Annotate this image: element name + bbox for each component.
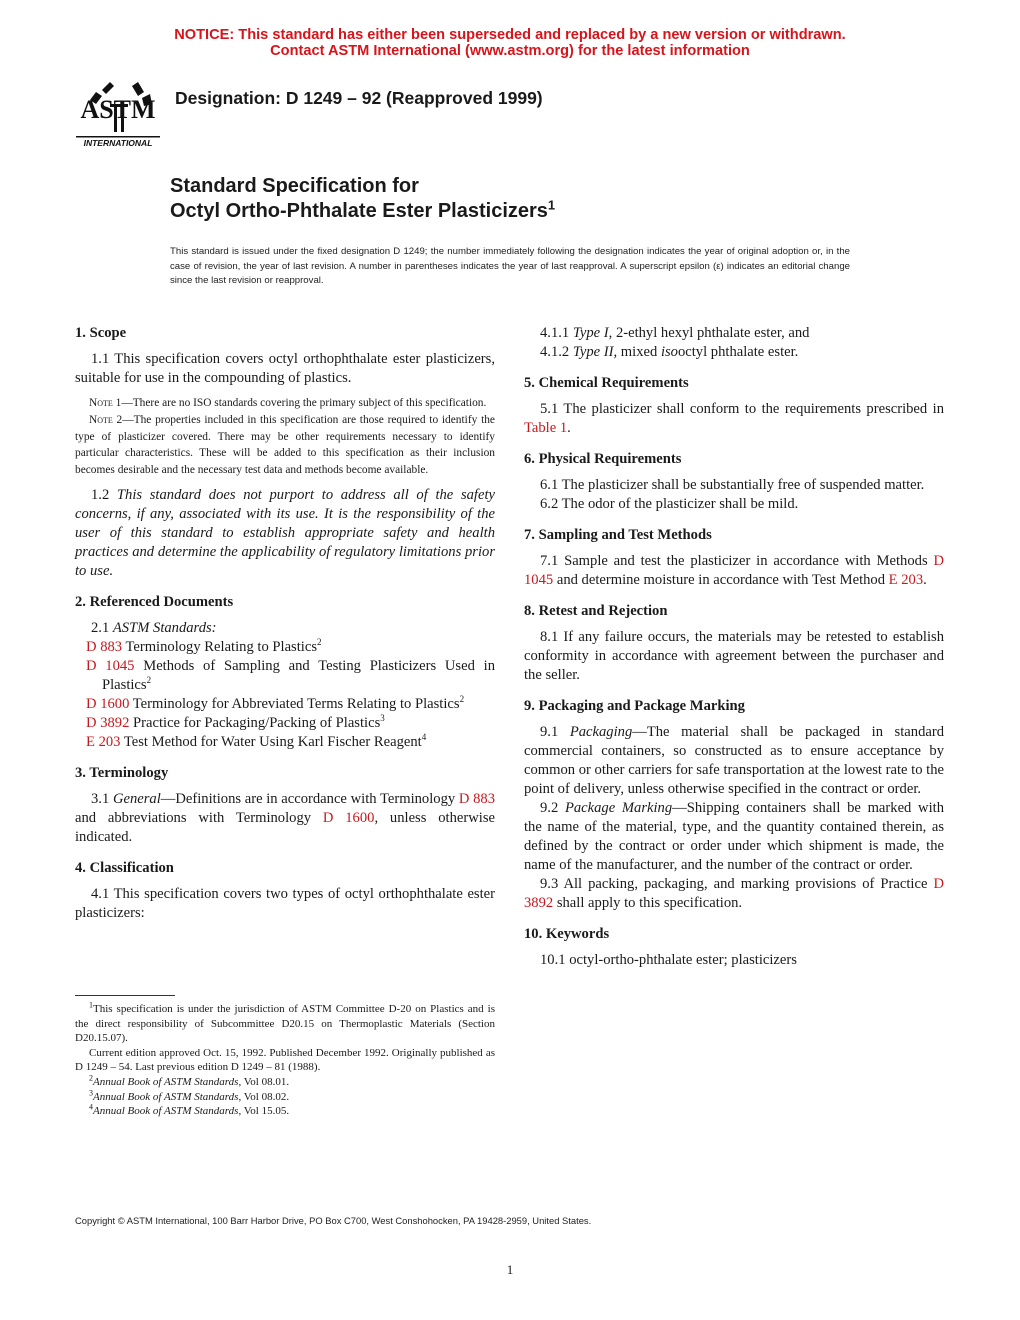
reference-link-e203[interactable]: E 203 xyxy=(86,733,121,750)
note-1 xyxy=(75,395,495,412)
footnote-1-mark: 1 xyxy=(89,1000,93,1010)
classification-4-1-1-text: , 2-ethyl hexyl phthalate ester, and xyxy=(608,325,810,341)
astm-logo xyxy=(72,78,164,150)
reference-text: Methods of Sampling and Testing Plasticizers Used in Plastics xyxy=(102,657,495,693)
copyright: Copyright © ASTM International, 100 Barr Harbor Drive, PO Box C700, West Conshohocken, PA 19428-2959, United States. xyxy=(75,1215,592,1226)
reference-footnote-ref[interactable]: 4 xyxy=(421,732,427,743)
sampling-link-d1045[interactable]: D 1045 xyxy=(524,553,944,588)
classification-4-1-1 xyxy=(524,324,944,343)
referenced-2-1-label: ASTM Standards: xyxy=(112,619,217,636)
reference-footnote-ref[interactable]: 2 xyxy=(317,637,322,648)
note-1-text: 1—There are no ISO standards covering the primary subject of this specification. xyxy=(112,397,487,409)
reference-text: Test Method for Water Using Karl Fischer Reagent xyxy=(120,733,422,750)
keywords-10-1: 10.1 octyl-ortho-phthalate ester; plasticizers xyxy=(540,952,797,968)
reference-link-d1045[interactable]: D 1045 xyxy=(86,657,135,674)
chemical-5-1 xyxy=(524,400,944,438)
logo-label: INTERNATIONAL xyxy=(83,138,153,148)
note-2-label: Note xyxy=(89,413,113,426)
title-line-2 xyxy=(170,199,555,224)
packaging-9-2-label: Package Marking xyxy=(564,800,673,816)
footnote-4-book: Annual Book of ASTM Standards xyxy=(93,1105,239,1118)
classification-4-1: 4.1 This specification covers two types of octyl orthophthalate ester plasticizers: xyxy=(75,885,495,921)
packaging-link-d3892[interactable]: D 3892 xyxy=(524,876,944,911)
note-2-text: 2—The properties included in this specification are those required to identify the type of plasticizer covered. There may be other requirements necessary to identify particular characteristics. These will be added to this specification as their inclusion becomes desirable and the necessary test data and methods become available. xyxy=(75,413,495,477)
section-heading-classification: 4. Classification xyxy=(75,859,174,876)
section-heading-scope: 1. Scope xyxy=(75,325,127,341)
packaging-9-3-text-1: 9.3 All packing, packaging, and marking provisions of Practice xyxy=(540,876,934,892)
chemical-text-2: . xyxy=(567,420,571,436)
terminology-link-d1600[interactable]: D 1600 xyxy=(322,809,375,826)
issuance-statement: This standard is issued under the fixed designation D 1249; the number immediately following the designation indicates the year of original adoption or, in the case of revision, the year of last revision. A number in parentheses indicates the year of last reapproval. A superscript epsilon (ε) indicates an editorial change since the last revision or reapproval. xyxy=(170,246,850,287)
reference-footnote-ref[interactable]: 2 xyxy=(146,675,152,686)
section-heading-retest: 8. Retest and Rejection xyxy=(524,603,668,619)
section-heading-sampling: 7. Sampling and Test Methods xyxy=(524,527,712,543)
footnotes xyxy=(75,995,495,1119)
footnote-divider xyxy=(75,995,175,996)
terminology-text-2: and abbreviations with Terminology xyxy=(75,809,323,826)
section-heading-packaging: 9. Packaging and Package Marking xyxy=(524,698,745,714)
section-heading-physical: 6. Physical Requirements xyxy=(524,451,682,467)
page-title xyxy=(170,174,555,224)
footnote-1 xyxy=(75,1002,495,1046)
physical-6-1: 6.1 The plasticizer shall be substantially free of suspended matter. xyxy=(540,477,925,493)
sampling-text-2: and determine moisture in accordance with Test Method xyxy=(553,572,889,588)
reference-link-d883[interactable]: D 883 xyxy=(86,638,123,655)
footnote-2-text: , Vol 08.01. xyxy=(238,1075,290,1088)
footnote-3 xyxy=(75,1087,495,1105)
section-heading-keywords: 10. Keywords xyxy=(524,926,610,942)
section-heading-chemical: 5. Chemical Requirements xyxy=(524,375,689,391)
title-line-1: Standard Specification for xyxy=(170,175,419,197)
sampling-text-1: 7.1 Sample and test the plasticizer in accordance with Methods xyxy=(540,553,934,569)
classification-4-1-2-iso: iso xyxy=(660,344,678,360)
classification-4-1-1-type: Type I xyxy=(572,325,609,341)
sampling-7-1 xyxy=(524,552,944,590)
scope-1-2-num: 1.2 xyxy=(91,486,117,503)
classification-4-1-2-num: 4.1.2 xyxy=(540,344,573,360)
reference-item xyxy=(75,714,495,733)
left-column xyxy=(75,324,495,923)
reference-item xyxy=(75,733,495,752)
retest-8-1: 8.1 If any failure occurs, the materials may be retested to establish conformity in accordance with agreement between the purchaser and the seller. xyxy=(524,629,944,683)
reference-text: Terminology for Abbreviated Terms Relating to Plastics xyxy=(129,695,460,712)
section-heading-terminology: 3. Terminology xyxy=(75,764,169,781)
packaging-9-1-num: 9.1 xyxy=(540,724,570,740)
terminology-text-1: —Definitions are in accordance with Terminology xyxy=(160,790,459,807)
footnote-2-mark: 2 xyxy=(89,1073,93,1083)
reference-footnote-ref[interactable]: 3 xyxy=(380,713,385,724)
footnote-4-mark: 4 xyxy=(89,1102,93,1112)
packaging-9-1-text: —The material shall be packaged in standard commercial containers, so constructed as to ensure acceptance by common or other carriers for safe transportation at the lowest rate to the point of delivery, unless otherwise specified in the contract or order. xyxy=(524,724,944,797)
scope-1-2 xyxy=(75,486,495,581)
reference-text: Terminology Relating to Plastics xyxy=(122,638,317,655)
footnote-4 xyxy=(75,1104,495,1119)
classification-4-1-2-text: octyl phthalate ester. xyxy=(677,344,799,360)
classification-4-1-2 xyxy=(524,343,944,362)
right-column xyxy=(524,324,944,970)
title-footnote-ref[interactable]: 1 xyxy=(547,197,556,213)
footnote-2-book: Annual Book of ASTM Standards xyxy=(93,1075,239,1088)
scope-1-2-text: This standard does not purport to address all of the safety concerns, if any, associated with its use. It is the responsibility of the user of this standard to establish appropriate safety and health practices and determine the applicability of regulatory limitations prior to use. xyxy=(75,486,495,579)
note-2 xyxy=(75,412,495,479)
reference-text: Practice for Packaging/Packing of Plastics xyxy=(129,714,381,731)
chemical-link-table-1[interactable]: Table 1 xyxy=(524,420,568,436)
packaging-9-2 xyxy=(524,799,944,875)
reference-item xyxy=(75,638,495,657)
chemical-text-1: 5.1 The plasticizer shall conform to the requirements prescribed in xyxy=(540,401,944,417)
packaging-9-1 xyxy=(524,723,944,799)
footnote-3-text: , Vol 08.02. xyxy=(238,1090,290,1103)
notice-line-1: NOTICE: This standard has either been superseded and replaced by a new version or withdrawn. xyxy=(174,27,846,43)
packaging-9-2-num: 9.2 xyxy=(540,800,565,816)
terminology-text-3: , unless otherwise indicated. xyxy=(75,809,495,845)
section-heading-referenced-documents: 2. Referenced Documents xyxy=(75,593,234,610)
terminology-link-d883[interactable]: D 883 xyxy=(458,790,496,807)
page-number: 1 xyxy=(506,1262,514,1277)
classification-4-1-2-mid: , mixed xyxy=(613,344,661,360)
footnote-3-book: Annual Book of ASTM Standards xyxy=(93,1090,239,1103)
footnote-3-mark: 3 xyxy=(89,1087,93,1097)
packaging-9-3 xyxy=(524,875,944,913)
footnote-1b: Current edition approved Oct. 15, 1992. Published December 1992. Originally published as D 1249 – 54. Last previous edition D 1249 – 81 (1988). xyxy=(75,1046,495,1074)
classification-4-1-1-num: 4.1.1 xyxy=(540,325,573,341)
reference-footnote-ref[interactable]: 2 xyxy=(459,694,465,705)
footnote-1-text: This specification is under the jurisdiction of ASTM Committee D-20 on Plastics and is the direct responsibility of Subcommittee D20.15 on Thermoplastic Materials (Section D20.15.07). xyxy=(75,1003,495,1045)
packaging-9-2-text: —Shipping containers shall be marked with the name of the material, type, and the quantity contained therein, as defined by the contract or order under which shipment is made, the name of the manufacturer, and the number of the contract or order. xyxy=(524,800,944,873)
referenced-2-1 xyxy=(75,619,495,638)
packaging-9-3-text-2: shall apply to this specification. xyxy=(553,895,743,911)
reference-item xyxy=(75,657,495,695)
reference-link-d1600[interactable]: D 1600 xyxy=(86,695,130,712)
footnote-2 xyxy=(75,1075,495,1090)
notice-line-2: Contact ASTM International (www.astm.org) for the latest information xyxy=(270,43,750,59)
title-line-2-text: Octyl Ortho-Phthalate Ester Plasticizers xyxy=(170,200,548,222)
note-1-label: Note xyxy=(89,397,113,409)
scope-1-1: 1.1 This specification covers octyl orthophthalate ester plasticizers, suitable for use in the compounding of plastics. xyxy=(75,351,495,386)
reference-item xyxy=(75,695,495,714)
classification-4-1-2-type: Type II xyxy=(572,344,614,360)
designation: Designation: D 1249 – 92 (Reapproved 1999) xyxy=(175,88,543,108)
sampling-link-e203[interactable]: E 203 xyxy=(888,572,924,588)
physical-6-2: 6.2 The odor of the plasticizer shall be mild. xyxy=(540,496,799,512)
footnote-4-text: , Vol 15.05. xyxy=(238,1105,290,1118)
terminology-label: General xyxy=(112,790,161,807)
packaging-9-1-label: Packaging xyxy=(569,724,633,740)
notice-banner xyxy=(0,27,1020,59)
terminology-3-1 xyxy=(75,790,495,847)
terminology-num: 3.1 xyxy=(91,790,113,807)
reference-link-d3892[interactable]: D 3892 xyxy=(86,714,130,731)
sampling-text-3: . xyxy=(923,572,927,588)
logo-mark: ASTM xyxy=(80,95,156,124)
referenced-2-1-num: 2.1 xyxy=(91,619,113,636)
